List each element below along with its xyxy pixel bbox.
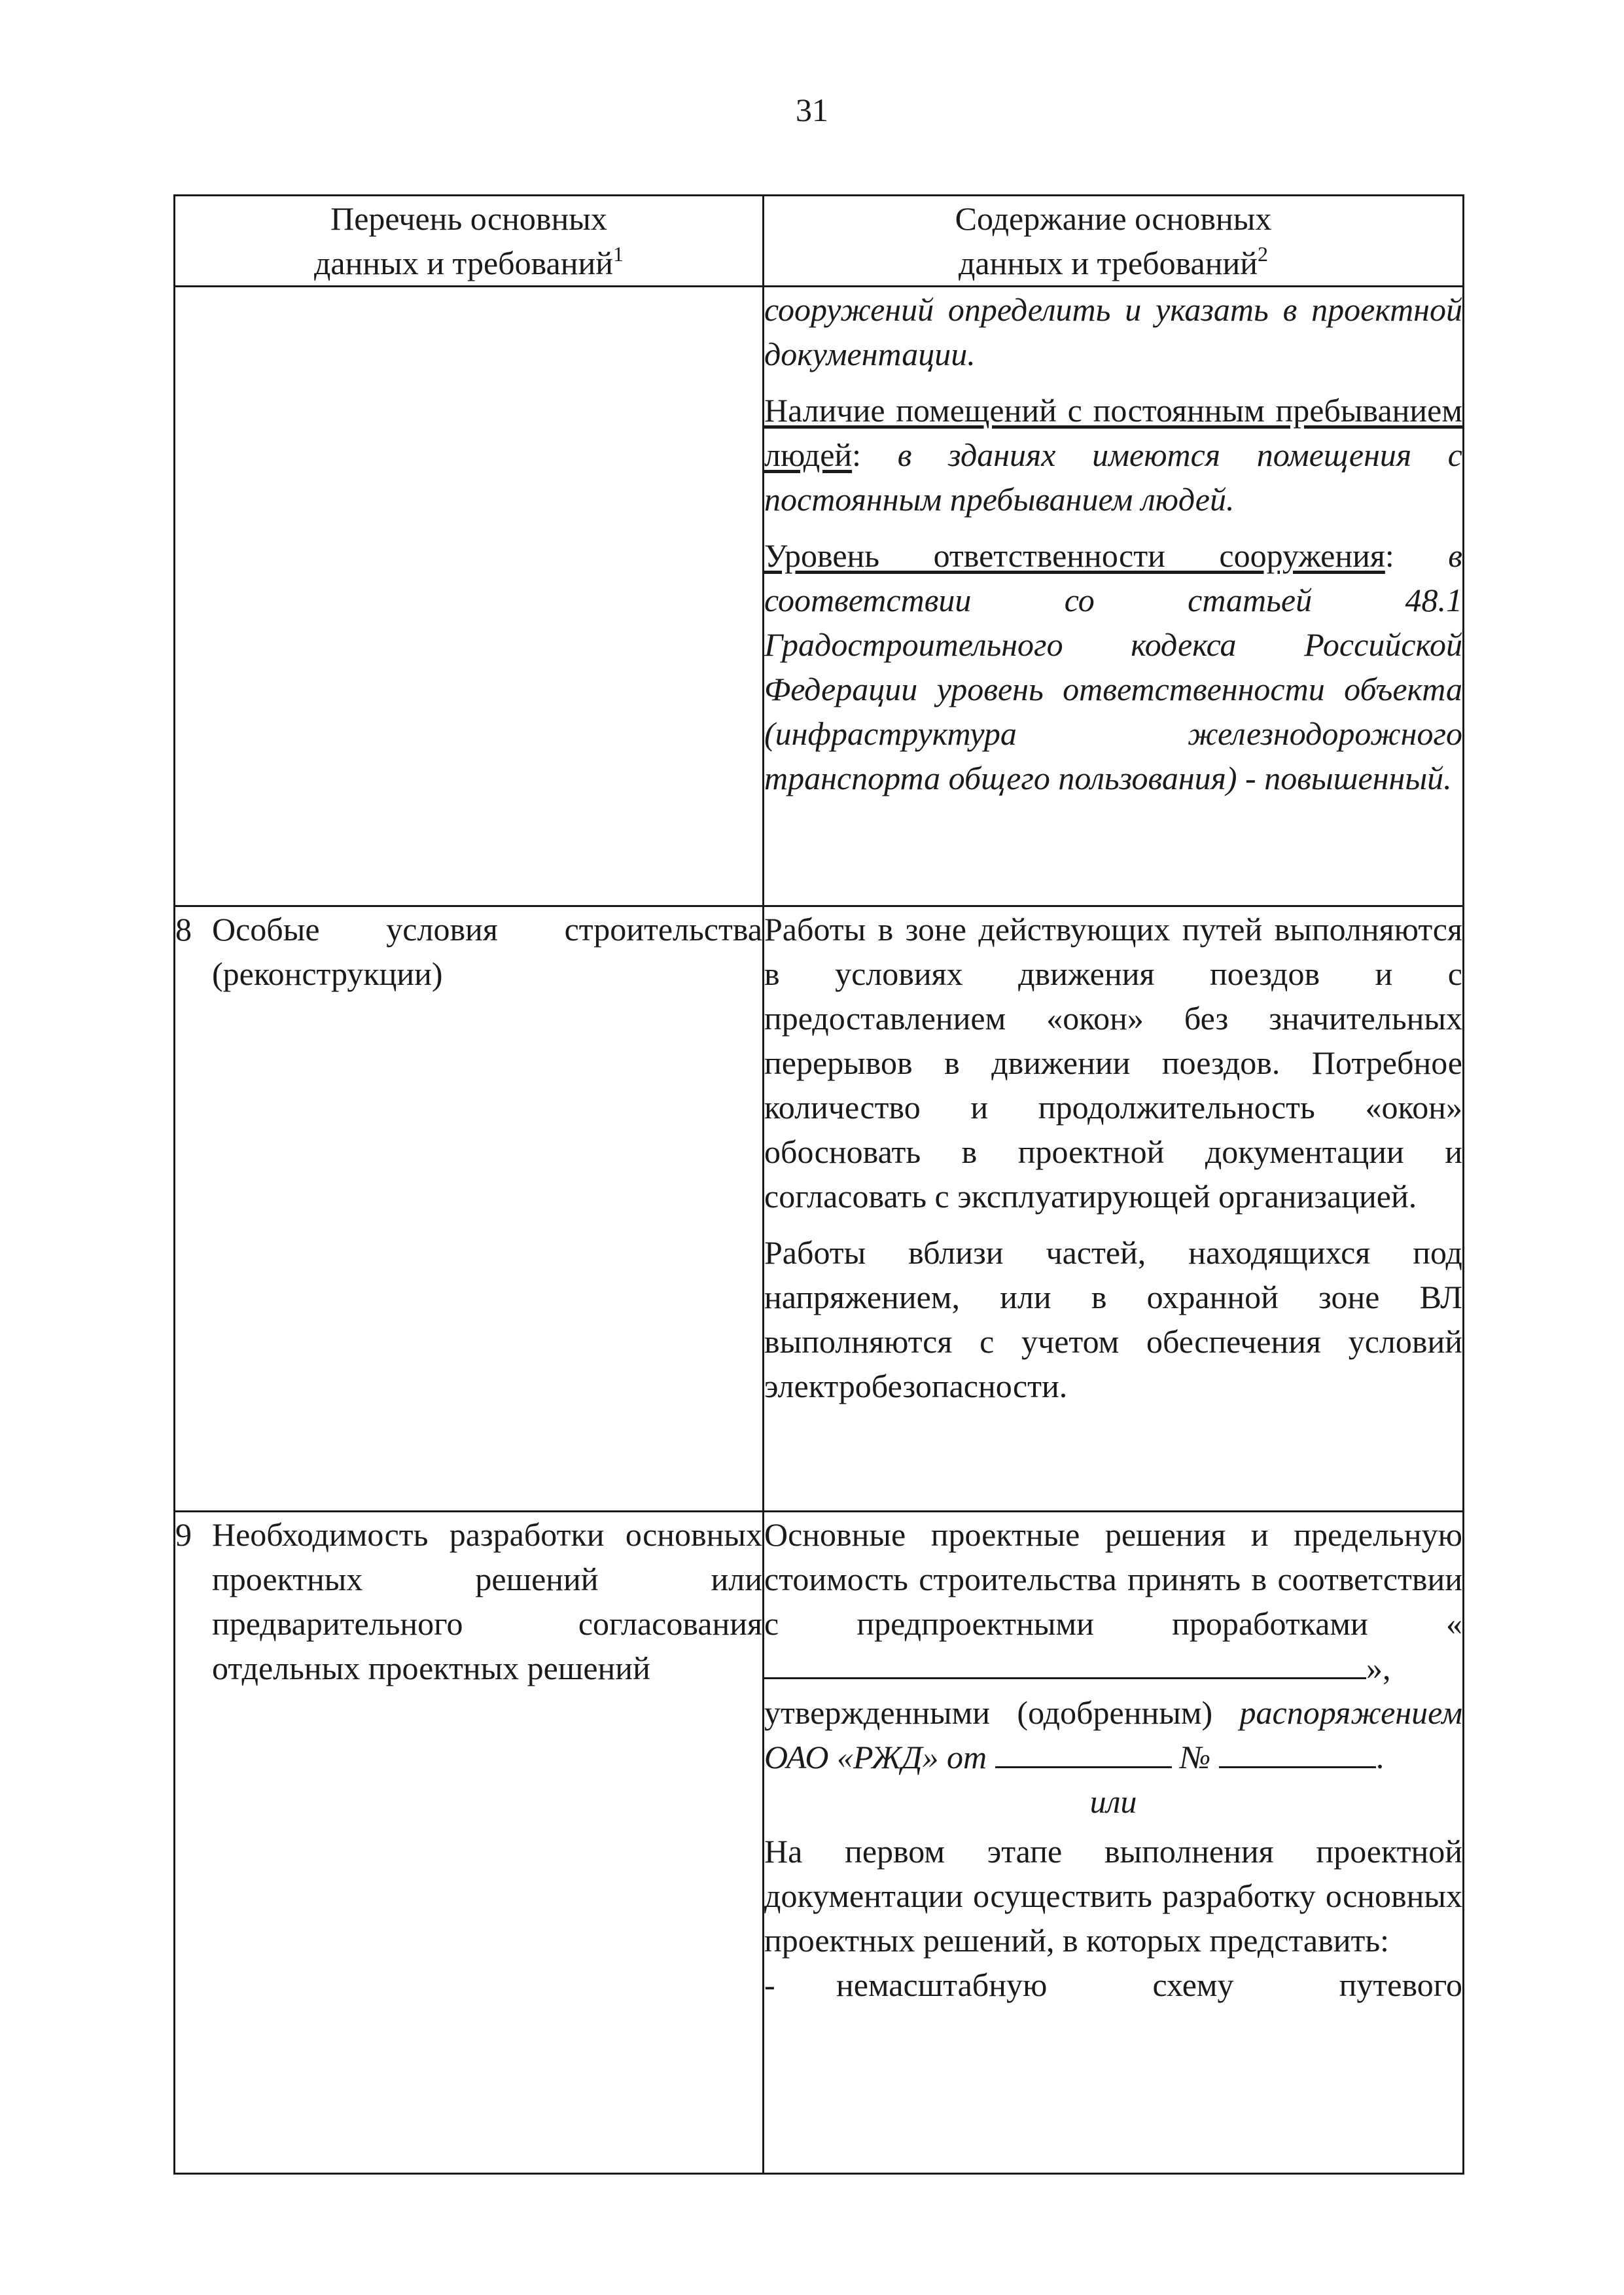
header-col1-line2: данных и требований: [313, 245, 613, 281]
footnote-ref-1: 1: [613, 242, 624, 266]
row9-left-cell: [175, 1512, 764, 2174]
row-title: Необходимость разработки основных проектных решений или предварительного согласования отдельных проектных решений: [212, 1516, 762, 1686]
premises-text: в зданиях имеются помещения с постоянным пребыванием людей.: [764, 436, 1462, 518]
electrical-safety-paragraph: Работы вблизи частей, находящихся под напряжением, или в охранной зоне ВЛ выполняются с учетом обеспечения условий электробезопасности.: [764, 1234, 1462, 1404]
header-col2-line2: данных и требований: [958, 245, 1258, 281]
header-col2-line1: Содержание основных: [955, 200, 1272, 237]
premises-label: Наличие помещений с постоянным пребыванием людей: [764, 392, 1462, 473]
table-row: [175, 287, 1464, 906]
or-separator: или: [1089, 1783, 1137, 1820]
row-number: 8: [175, 911, 192, 948]
premises-paragraph: Наличие помещений с постоянным пребыванием людей: в зданиях имеются помещения с постоянным пребыванием людей.: [764, 392, 1462, 518]
row-cont-right-cell: [764, 287, 1464, 906]
list-dash: -: [764, 1966, 775, 2003]
header-list-column: [175, 196, 764, 287]
responsibility-text: в соответствии со статьей 48.1 Градостроительного кодекса Российской Федерации уровень ответственности объекта (инфраструктура железнодорожного транспорта общего пользования) - повышенный.: [764, 537, 1462, 796]
header-content-column: [764, 196, 1464, 287]
continuation-paragraph: сооружений определить и указать в проектной документации.: [764, 291, 1462, 372]
design-solutions-paragraph: Основные проектные решения и предельную стоимость строительства принять в соответствии с предпроектными проработками «», утвержденными (одобренным) распоряжением ОАО «РЖД» от № .: [764, 1516, 1462, 1775]
table-header-row: [175, 196, 1464, 287]
blank-field: [1219, 1737, 1376, 1768]
approved-text: утвержденными (одобренным): [764, 1694, 1213, 1731]
blank-field: [995, 1737, 1172, 1768]
row9-right-cell: [764, 1512, 1464, 2174]
responsibility-label: Уровень ответственности сооружения: [764, 537, 1385, 574]
responsibility-paragraph: Уровень ответственности сооружения: в соответствии со статьей 48.1 Градостроительного кодекса Российской Федерации уровень ответственности объекта (инфраструктура железнодорожного транспорта общего пользования) - повышенный.: [764, 537, 1462, 796]
row-title: Особые условия строительства (реконструкции): [212, 911, 762, 992]
table-row: [175, 906, 1464, 1512]
order-text: распоряжением ОАО «РЖД» от: [764, 1694, 1462, 1775]
table-row: [175, 1512, 1464, 2174]
row8-left-cell: [175, 906, 764, 1512]
works-paragraph: Работы в зоне действующих путей выполняются в условиях движения поездов и с предоставлением «окон» без значительных перерывов в движении поездов. Потребное количество и продолжительность «окон» обосновать в проектной документации и согласовать с эксплуатирующей организацией.: [764, 911, 1462, 1215]
list-item-text: немасштабную схему путевого: [836, 1966, 1462, 2003]
row-cont-left-cell: [175, 287, 764, 906]
row8-right-cell: [764, 906, 1464, 1512]
first-stage-paragraph: На первом этапе выполнения проектной документации осуществить разработку основных проектных решений, в которых представить:: [764, 1833, 1462, 1959]
design-solutions-text: Основные проектные решения и предельную стоимость строительства принять в соответствии с предпроектными проработками: [764, 1516, 1462, 1642]
row-number: 9: [175, 1516, 192, 1553]
page-number: 31: [796, 92, 828, 128]
number-sign: №: [1180, 1739, 1211, 1775]
header-col1-line1: Перечень основных: [330, 200, 607, 237]
footnote-ref-2: 2: [1258, 242, 1268, 266]
requirements-table: [173, 194, 1464, 2175]
blank-field: [764, 1648, 1366, 1679]
list-item: [764, 1963, 1462, 2007]
